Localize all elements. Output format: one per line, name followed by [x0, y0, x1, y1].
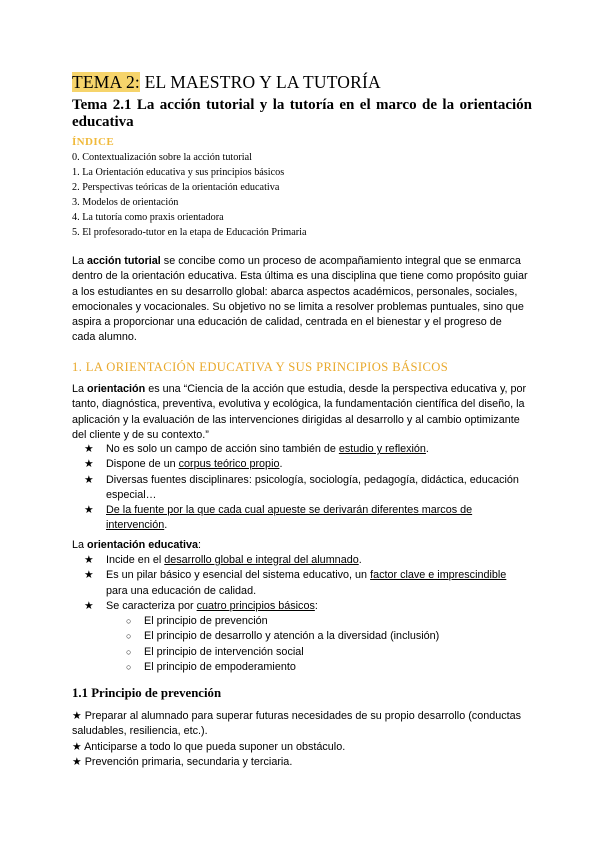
item-underline: factor clave e imprescindible [370, 569, 507, 582]
section-heading: 1. LA ORIENTACIÓN EDUCATIVA Y SUS PRINCIPIOS BÁSICOS [72, 360, 449, 374]
item-text: Dispone de un [106, 458, 179, 471]
subsection-heading: 1.1 Principio de prevención [72, 686, 222, 700]
item-text: Prevención primaria, secundaria y terciaria. [84, 755, 293, 768]
star-icon: ★ [72, 740, 82, 753]
item-text: Es un pilar básico y esencial del sistema educativo, un [106, 569, 371, 582]
list-item [72, 553, 528, 568]
list-item [72, 709, 528, 740]
list-item [72, 568, 528, 599]
intro-bold: acción tutorial [87, 255, 161, 267]
list-item [72, 457, 528, 472]
item-text: . [358, 554, 362, 566]
item-text: para una educación de calidad. [106, 584, 257, 597]
item-text: . [279, 458, 283, 471]
star-icon: ★ [84, 599, 94, 612]
bullet-list-1 [72, 442, 528, 534]
item-text: . [164, 519, 168, 532]
item-underline: desarrollo global e integral del alumnado [164, 554, 359, 566]
sub-list-item [72, 660, 528, 675]
circle-bullet-icon: ○ [126, 631, 132, 642]
star-icon: ★ [84, 554, 94, 566]
toc-item: 4. La tutoría como praxis orientadora [72, 212, 224, 224]
item-underline: De la fuente por la que cada cual apueste se derivarán diferentes marcos de intervención [106, 504, 473, 532]
title-highlight: TEMA 2: [72, 72, 140, 92]
toc-item: 3. Modelos de orientación [72, 197, 179, 209]
def-post: es una “Ciencia de la acción que estudia, desde la perspectiva educativa y, por tanto, diagnóstica, preventiva, evolutiva y ecológica, la fundamentación científica del diseño, la aplicación y la evaluación de las intervenciones dirigidas al desarrollo y al cambio optimizante del cliente y de su contexto.” [72, 383, 527, 441]
table-of-contents [72, 150, 307, 241]
star-icon: ★ [72, 755, 82, 768]
item-text: Se caracteriza por [106, 599, 197, 612]
title-rest: EL MAESTRO Y LA TUTORÍA [140, 72, 381, 92]
toc-item: 5. El profesorado-tutor en la etapa de Educación Primaria [72, 227, 307, 239]
list-item [72, 442, 528, 457]
intro-pre: La [72, 255, 88, 267]
toc-item: 1. La Orientación educativa y sus principios básicos [72, 167, 285, 179]
list-item [72, 503, 528, 534]
sub-list-item [72, 614, 528, 629]
page-title [72, 72, 381, 93]
index-heading: ÍNDICE [72, 136, 115, 148]
item-text: El principio de empoderamiento [144, 661, 296, 674]
item-underline: cuatro principios básicos [196, 599, 315, 612]
item-text: . [425, 443, 429, 455]
toc-item: 0. Contextualización sobre la acción tutorial [72, 152, 252, 163]
item-text: Anticiparse a todo lo que pueda suponer un obstáculo. [84, 740, 346, 753]
item-text: No es solo un campo de acción sino también de [106, 443, 339, 455]
bullet-list-2 [72, 553, 528, 675]
sub-list-item [72, 629, 528, 644]
item-text: El principio de desarrollo y atención a la diversidad (inclusión) [144, 630, 440, 643]
circle-bullet-icon: ○ [126, 646, 132, 657]
circle-bullet-icon: ○ [126, 616, 132, 627]
sub-list-item [72, 645, 528, 660]
star-icon: ★ [84, 443, 94, 455]
intro-paragraph [72, 254, 528, 346]
orientacion-definition [72, 382, 528, 443]
subtitle: Tema 2.1 La acción tutorial y la tutoría en el marco de la orientación educativa [72, 97, 532, 130]
label-pre: La [72, 539, 88, 551]
orientacion-educativa-label [72, 538, 528, 553]
toc-item: 2. Perspectivas teóricas de la orientación educativa [72, 182, 280, 194]
item-text: El principio de intervención social [144, 645, 304, 658]
def-pre: La [72, 383, 88, 395]
list-item [72, 755, 528, 770]
star-icon: ★ [84, 458, 94, 471]
item-underline: corpus teórico propio [178, 458, 280, 471]
item-text: El principio de prevención [144, 615, 268, 628]
label-bold: orientación educativa [87, 539, 199, 551]
star-icon: ★ [84, 504, 94, 517]
list-item [72, 473, 528, 504]
def-bold: orientación [87, 383, 146, 395]
list-item [72, 599, 528, 614]
prevencion-list [72, 709, 528, 770]
item-text: Diversas fuentes disciplinares: psicología, sociología, pedagogía, didáctica, educación especial… [106, 473, 519, 501]
star-icon: ★ [72, 710, 82, 722]
list-item [72, 740, 528, 755]
intro-post: se concibe como un proceso de acompañamiento integral que se enmarca dentro de la orientación educativa. Esta última es una disciplina que tiene como propósito guiar a los estudiantes en su desarrollo global: abarca aspectos académicos, personales, sociales, emocionales y vocacionales. Su objetivo no se limita a resolver problemas puntuales, sino que aspira a proporcionar una educación de calidad, centrada en el bienestar y el progreso de cada alumno. [72, 255, 528, 344]
circle-bullet-icon: ○ [126, 662, 132, 673]
item-text: : [314, 599, 318, 612]
item-text: Incide en el [106, 554, 165, 566]
star-icon: ★ [84, 569, 94, 582]
label-post: : [198, 539, 202, 551]
star-icon: ★ [84, 473, 94, 486]
item-text: Preparar al alumnado para superar futuras necesidades de su propio desarrollo (conductas saludables, resiliencia, etc.). [72, 710, 522, 738]
item-underline: estudio y reflexión [338, 443, 426, 455]
